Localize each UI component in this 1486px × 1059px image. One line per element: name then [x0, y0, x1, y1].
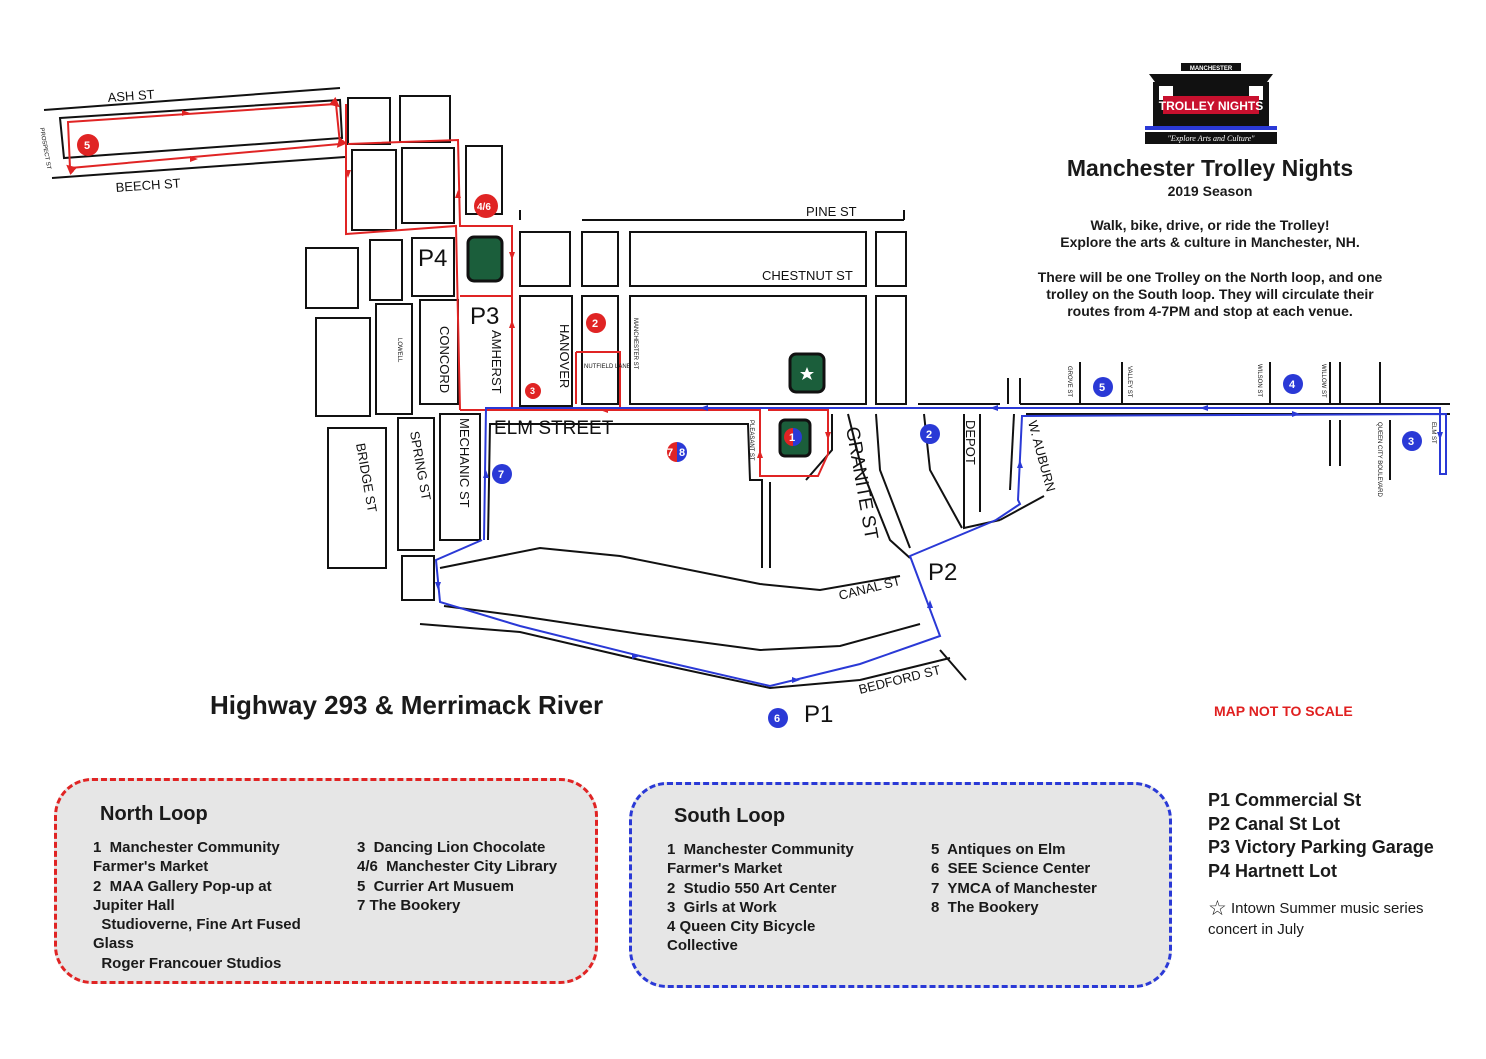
- street-elm-east: ELM ST: [1430, 422, 1436, 444]
- list-item: 2 MAA Gallery Pop-up at: [93, 877, 272, 895]
- stop-south-4[interactable]: [1283, 374, 1303, 394]
- street-concord: CONCORD: [437, 326, 452, 394]
- stop-south-5[interactable]: [1093, 377, 1113, 397]
- list-item: Collective: [667, 937, 738, 955]
- stop-north-5[interactable]: [77, 134, 99, 156]
- parking-p4-label: P4: [418, 245, 448, 272]
- list-item: Jupiter Hall: [93, 896, 175, 914]
- svg-text:5: 5: [1099, 382, 1106, 394]
- intro-line: Explore the arts & culture in Manchester, NH.: [1060, 234, 1360, 250]
- street-mechanic: MECHANIC ST: [457, 418, 472, 508]
- svg-text:3: 3: [1408, 436, 1415, 448]
- street-bridge: BRIDGE ST: [353, 441, 380, 514]
- parking-item: P3 Victory Parking Garage: [1208, 837, 1434, 857]
- street-valley: VALLEY ST: [1126, 366, 1132, 398]
- north-loop-panel: [54, 778, 598, 984]
- lot-p4: [468, 237, 502, 281]
- stop-south-6[interactable]: [768, 708, 788, 728]
- stop-north-2[interactable]: [586, 313, 606, 333]
- list-item: Roger Francouer Studios: [93, 954, 282, 972]
- list-item: 5 Antiques on Elm: [931, 841, 1066, 858]
- stop-north-7-south-8[interactable]: [667, 442, 687, 462]
- street-hanover: HANOVER: [557, 324, 572, 389]
- north-loop-list-1: [93, 838, 301, 973]
- north-loop-list-2: [357, 838, 557, 915]
- parking-p3-label: P3: [470, 303, 500, 330]
- street-willow: WILLOW ST: [1320, 364, 1326, 398]
- svg-text:MANCHESTER: MANCHESTER: [1189, 66, 1233, 72]
- stop-shared-1[interactable]: [784, 428, 802, 446]
- svg-text:7: 7: [498, 469, 505, 481]
- street-granite: GRANITE ST: [841, 425, 882, 542]
- list-item: 6 SEE Science Center: [931, 860, 1091, 878]
- street-chestnut: CHESTNUT ST: [762, 268, 853, 283]
- street-grove: GROVE ST: [1066, 366, 1072, 398]
- parking-legend: [1208, 789, 1434, 883]
- street-nutfield: NUTFIELD LANE: [584, 364, 631, 370]
- stop-south-7[interactable]: [492, 464, 512, 484]
- stop-south-3[interactable]: [1402, 431, 1422, 451]
- list-item: Farmer's Market: [667, 860, 783, 878]
- svg-text:1: 1: [789, 432, 796, 444]
- list-item: 7 YMCA of Manchester: [931, 879, 1097, 897]
- street-pine: PINE ST: [806, 204, 857, 219]
- list-item: 4 Queen City Bicycle: [667, 918, 816, 936]
- street-queencity: QUEEN CITY BOULEVARD: [1376, 422, 1382, 497]
- intro-line: Walk, bike, drive, or ride the Trolley!: [1090, 217, 1330, 233]
- stop-north-4-6[interactable]: [474, 194, 498, 218]
- street-prospect: PROSPECT ST: [38, 127, 52, 170]
- list-item: 7 The Bookery: [357, 896, 461, 914]
- list-item: 8 The Bookery: [931, 898, 1039, 916]
- svg-text:TROLLEY NIGHTS: TROLLEY NIGHTS: [1158, 99, 1264, 113]
- parking-p2-label: P2: [928, 559, 958, 586]
- svg-text:2: 2: [926, 429, 933, 441]
- svg-text:6: 6: [774, 713, 781, 725]
- list-item: 3 Dancing Lion Chocolate: [357, 839, 546, 856]
- street-wilson: WILSON ST: [1256, 364, 1262, 398]
- street-pleasant: PLEASANT ST: [748, 420, 754, 461]
- svg-text:7: 7: [667, 447, 674, 459]
- svg-text:8: 8: [679, 447, 686, 459]
- street-bedford: BEDFORD ST: [857, 662, 943, 697]
- list-item: 5 Currier Art Musuem: [357, 877, 514, 895]
- south-loop-list-1: [667, 840, 854, 956]
- south-loop-list-2: [931, 840, 1097, 917]
- list-item: 2 Studio 550 Art Center: [667, 879, 837, 897]
- season-label: 2019 Season: [1167, 183, 1253, 199]
- street-ash: ASH ST: [107, 86, 156, 105]
- info-line: routes from 4-7PM and stop at each venue.: [1067, 303, 1353, 319]
- trolley-nights-logo: [1141, 62, 1281, 146]
- info-line: trolley on the South loop. They will circulate their: [1046, 286, 1374, 302]
- street-elm: ELM STREET: [494, 418, 614, 439]
- street-amherst: AMHERST: [489, 330, 504, 394]
- svg-text:5: 5: [84, 140, 91, 152]
- list-item: 1 Manchester Community: [93, 839, 280, 856]
- street-manchester: MANCHESTER ST: [632, 318, 638, 370]
- list-item: 1 Manchester Community: [667, 841, 854, 858]
- info-line: There will be one Trolley on the North loop, and one: [1037, 269, 1383, 285]
- south-loop-route: [436, 408, 1446, 686]
- star-outline-icon: ☆: [1208, 897, 1227, 920]
- intro-text: [1010, 217, 1410, 338]
- north-loop-route: [68, 104, 828, 476]
- stop-south-2[interactable]: [920, 424, 940, 444]
- parking-item: P4 Hartnett Lot: [1208, 860, 1338, 881]
- street-lowell: LOWELL: [396, 338, 402, 363]
- street-canal: CANAL ST: [837, 573, 902, 603]
- svg-text:4: 4: [1289, 379, 1296, 391]
- parking-p1-label: P1: [804, 701, 834, 728]
- list-item: 3 Girls at Work: [667, 898, 777, 916]
- street-depot: DEPOT: [963, 420, 978, 465]
- street-beech: BEECH ST: [115, 175, 182, 195]
- list-item: Glass: [93, 935, 134, 953]
- svg-text:4/6: 4/6: [477, 202, 491, 213]
- parking-item: P2 Canal St Lot: [1208, 813, 1341, 834]
- list-item: Studioverne, Fine Art Fused: [93, 916, 301, 934]
- legend-line: concert in July: [1208, 921, 1304, 938]
- list-item: Farmer's Market: [93, 858, 209, 876]
- legend-line: Intown Summer music series: [1231, 900, 1424, 917]
- street-spring: SPRING ST: [407, 429, 434, 502]
- list-item: 4/6 Manchester City Library: [357, 858, 558, 876]
- stop-north-3[interactable]: [525, 383, 541, 399]
- svg-text:3: 3: [530, 386, 536, 396]
- parking-item: P1 Commercial St: [1208, 790, 1362, 810]
- south-loop-panel: [629, 782, 1172, 988]
- highway-label: Highway 293 & Merrimack River: [210, 690, 604, 720]
- street-wauburn: W. AUBURN: [1025, 418, 1059, 494]
- south-loop-title: South Loop: [674, 805, 786, 827]
- star-legend: [1208, 898, 1478, 940]
- north-loop-title: North Loop: [100, 803, 208, 825]
- svg-text:"Explore Arts and Culture": "Explore Arts and Culture": [1167, 134, 1255, 143]
- svg-text:2: 2: [592, 318, 599, 330]
- map-title: Manchester Trolley Nights: [1066, 155, 1354, 181]
- scale-note: MAP NOT TO SCALE: [1214, 703, 1353, 719]
